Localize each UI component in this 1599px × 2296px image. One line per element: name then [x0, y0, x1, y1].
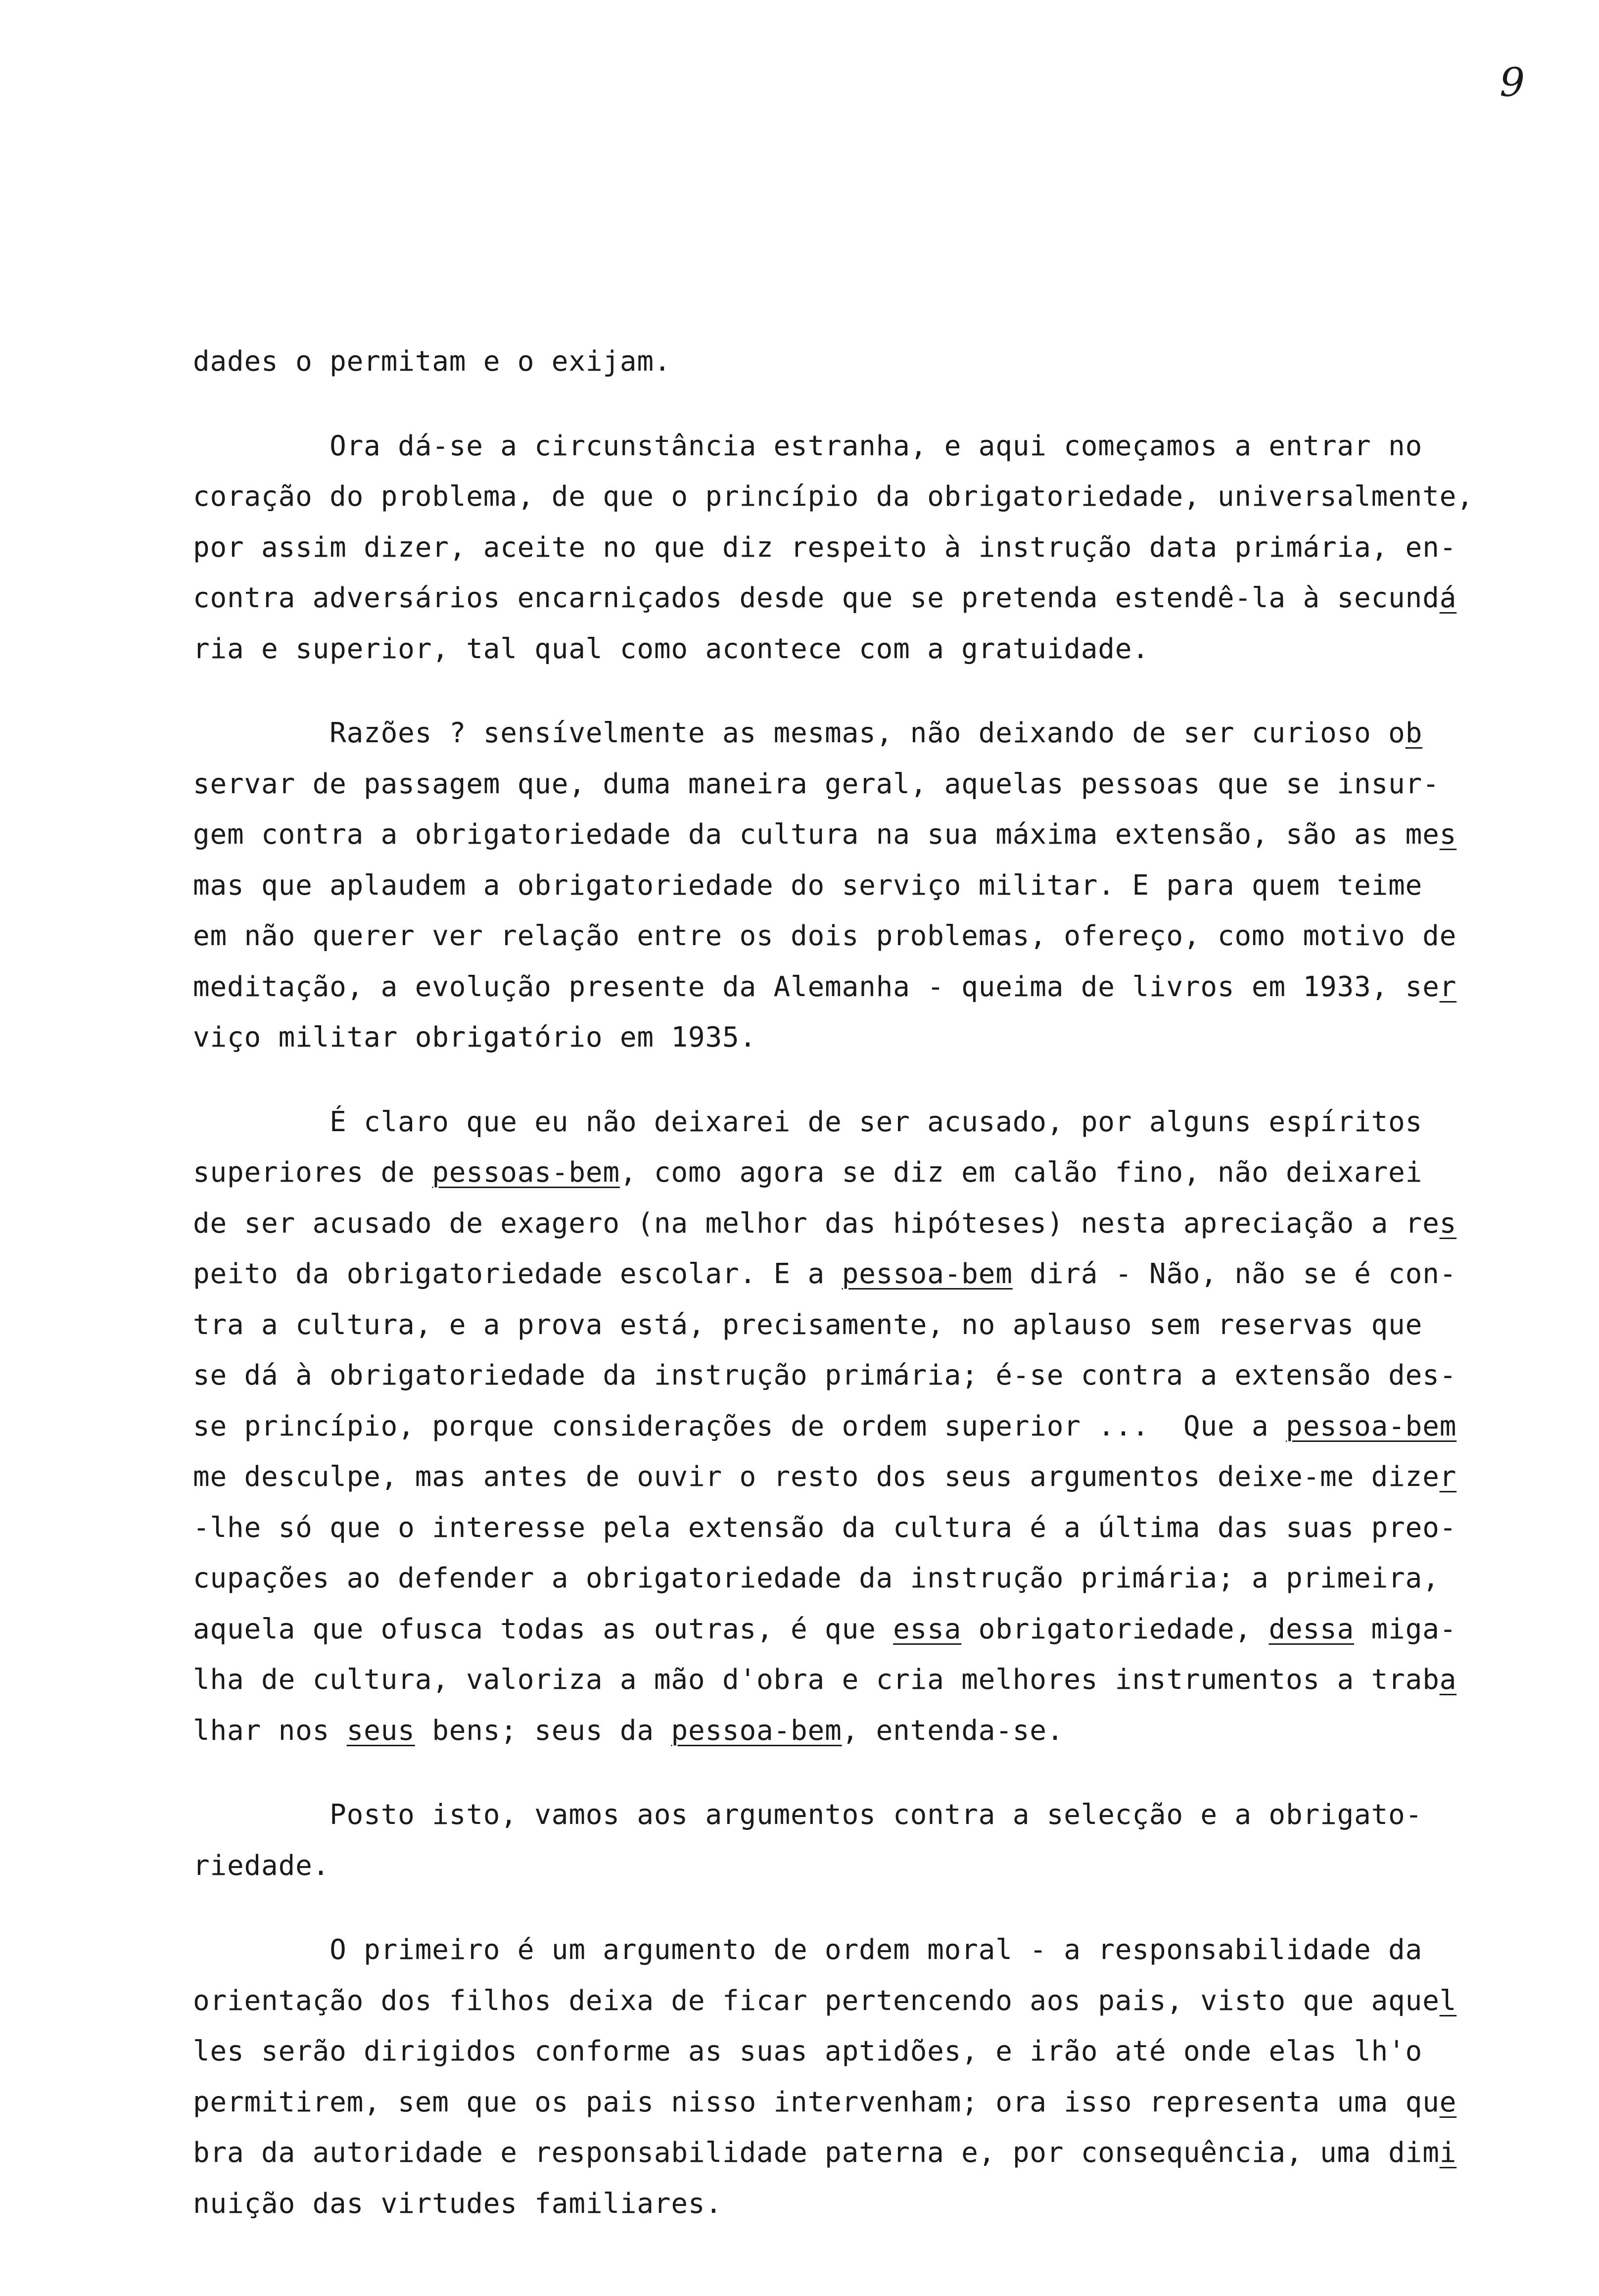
line-text: gem contra a obrigatoriedade da cultura na sua máxima extensão, são as me	[193, 818, 1440, 851]
line-text: meditação, a evolução presente da Alemanha - queima de livros em 1933, se	[193, 970, 1440, 1003]
line-text: dirá - Não, não se é con-	[1012, 1258, 1457, 1290]
text-line	[193, 1706, 1539, 1757]
text-line	[193, 962, 1539, 1013]
body-text	[193, 336, 1539, 2263]
line-text: riedade.	[193, 1849, 330, 1882]
line-text: , entenda-se.	[842, 1714, 1064, 1747]
underlined-text: s	[1439, 1207, 1457, 1240]
line-text: bra da autoridade e responsabilidade paterna e, por consequência, uma dim	[193, 2137, 1440, 2169]
text-line	[193, 1604, 1539, 1655]
text-line	[193, 911, 1539, 962]
underlined-text: dessa	[1269, 1613, 1355, 1645]
paragraph	[193, 421, 1539, 675]
line-text: peito da obrigatoriedade escolar. E a	[193, 1258, 842, 1290]
text-line	[193, 421, 1539, 472]
underlined-text: e	[1439, 2086, 1457, 2118]
line-text: tra a cultura, e a prova está, precisamente, no aplauso sem reservas que	[193, 1308, 1423, 1341]
line-text: permitirem, sem que os pais nisso intervenham; ora isso representa uma qu	[193, 2086, 1440, 2118]
text-line	[193, 1553, 1539, 1604]
underlined-text: a	[1439, 1664, 1457, 1696]
underlined-text: pessoas-bem	[432, 1156, 620, 1189]
line-text: superiores de	[193, 1156, 432, 1189]
text-line	[193, 1925, 1539, 1976]
underlined-text: seus	[346, 1714, 415, 1747]
underlined-text: r	[1439, 1461, 1457, 1493]
line-text: O primeiro é um argumento de ordem moral - a responsabilidade da	[193, 1934, 1423, 1966]
line-text: viço militar obrigatório em 1935.	[193, 1021, 756, 1053]
line-text: orientação dos filhos deixa de ficar pertencendo aos pais, visto que aque	[193, 1984, 1440, 2017]
underlined-text: pessoa-bem	[671, 1714, 842, 1747]
text-line	[193, 2179, 1539, 2230]
text-line	[193, 472, 1539, 523]
line-text: servar de passagem que, duma maneira geral, aquelas pessoas que se insur-	[193, 767, 1440, 800]
line-text: por assim dizer, aceite no que diz respeito à instrução data primária, en-	[193, 531, 1457, 564]
line-text: se princípio, porque considerações de ordem superior ... Que a	[193, 1410, 1286, 1442]
underlined-text: r	[1439, 970, 1457, 1003]
underlined-text: b	[1405, 717, 1423, 749]
line-text: Posto isto, vamos aos argumentos contra a selecção e a obrigato-	[193, 1799, 1423, 1831]
text-line	[193, 1841, 1539, 1892]
line-text: ria e superior, tal qual como acontece com a gratuidade.	[193, 632, 1149, 665]
paragraph	[193, 708, 1539, 1063]
line-text: cupações ao defender a obrigatoriedade da instrução primária; a primeira,	[193, 1562, 1440, 1594]
text-line	[193, 810, 1539, 861]
line-text: É claro que eu não deixarei de ser acusado, por alguns espíritos	[193, 1105, 1423, 1138]
line-text: Razões ? sensívelmente as mesmas, não deixando de ser curioso o	[193, 717, 1406, 749]
text-line	[193, 1148, 1539, 1198]
text-line	[193, 2128, 1539, 2179]
line-text: lhar nos	[193, 1714, 347, 1747]
text-line	[193, 1503, 1539, 1554]
text-line	[193, 1976, 1539, 2027]
underlined-text: pessoa-bem	[1285, 1410, 1457, 1442]
text-line	[193, 1249, 1539, 1300]
text-line	[193, 1350, 1539, 1401]
text-line	[193, 523, 1539, 574]
text-line	[193, 1198, 1539, 1249]
underlined-text: á	[1439, 582, 1457, 614]
paragraph	[193, 1925, 1539, 2229]
underlined-text: pessoa-bem	[842, 1258, 1013, 1290]
line-text: bens; seus da	[415, 1714, 671, 1747]
line-text: Ora dá-se a circunstância estranha, e aqui começamos a entrar no	[193, 430, 1423, 462]
text-line	[193, 1452, 1539, 1503]
line-text: aquela que ofusca todas as outras, é que	[193, 1613, 894, 1645]
underlined-text: i	[1439, 2137, 1457, 2169]
line-text: lha de cultura, valoriza a mão d'obra e cria melhores instrumentos a trab	[193, 1664, 1440, 1696]
text-line	[193, 2077, 1539, 2128]
line-text: contra adversários encarniçados desde que se pretenda estendê-la à secund	[193, 582, 1440, 614]
line-text: mas que aplaudem a obrigatoriedade do serviço militar. E para quem teime	[193, 869, 1423, 902]
text-line	[193, 708, 1539, 759]
line-text: les serão dirigidos conforme as suas aptidões, e irão até onde elas lh'o	[193, 2035, 1423, 2067]
underlined-text: l	[1439, 1984, 1457, 2017]
paragraph	[193, 1790, 1539, 1891]
line-text: de ser acusado de exagero (na melhor das hipóteses) nesta apreciação a re	[193, 1207, 1440, 1240]
text-line	[193, 759, 1539, 810]
text-line	[193, 2026, 1539, 2077]
text-line	[193, 1790, 1539, 1841]
paragraph	[193, 336, 1539, 387]
line-text: coração do problema, de que o princípio da obrigatoriedade, universalmente,	[193, 480, 1474, 513]
line-text: miga-	[1354, 1613, 1457, 1645]
line-text: me desculpe, mas antes de ouvir o resto dos seus argumentos deixe-me dize	[193, 1461, 1440, 1493]
text-line	[193, 861, 1539, 911]
text-line	[193, 336, 1539, 387]
line-text: -lhe só que o interesse pela extensão da cultura é a última das suas preo-	[193, 1511, 1457, 1544]
text-line	[193, 1300, 1539, 1351]
line-text: em não querer ver relação entre os dois problemas, ofereço, como motivo de	[193, 920, 1457, 952]
line-text: nuição das virtudes familiares.	[193, 2187, 722, 2220]
underlined-text: essa	[893, 1613, 962, 1645]
line-text: , como agora se diz em calão fino, não deixarei	[619, 1156, 1423, 1189]
line-text: obrigatoriedade,	[961, 1613, 1269, 1645]
text-line	[193, 624, 1539, 675]
page-number: 9	[1500, 59, 1525, 105]
line-text: se dá à obrigatoriedade da instrução primária; é-se contra a extensão des-	[193, 1359, 1457, 1391]
text-line	[193, 1655, 1539, 1706]
paragraph	[193, 1097, 1539, 1757]
text-line	[193, 1097, 1539, 1148]
line-text: dades o permitam e o exijam.	[193, 345, 671, 378]
underlined-text: s	[1439, 818, 1457, 851]
text-line	[193, 1401, 1539, 1452]
text-line	[193, 573, 1539, 624]
text-line	[193, 1012, 1539, 1063]
